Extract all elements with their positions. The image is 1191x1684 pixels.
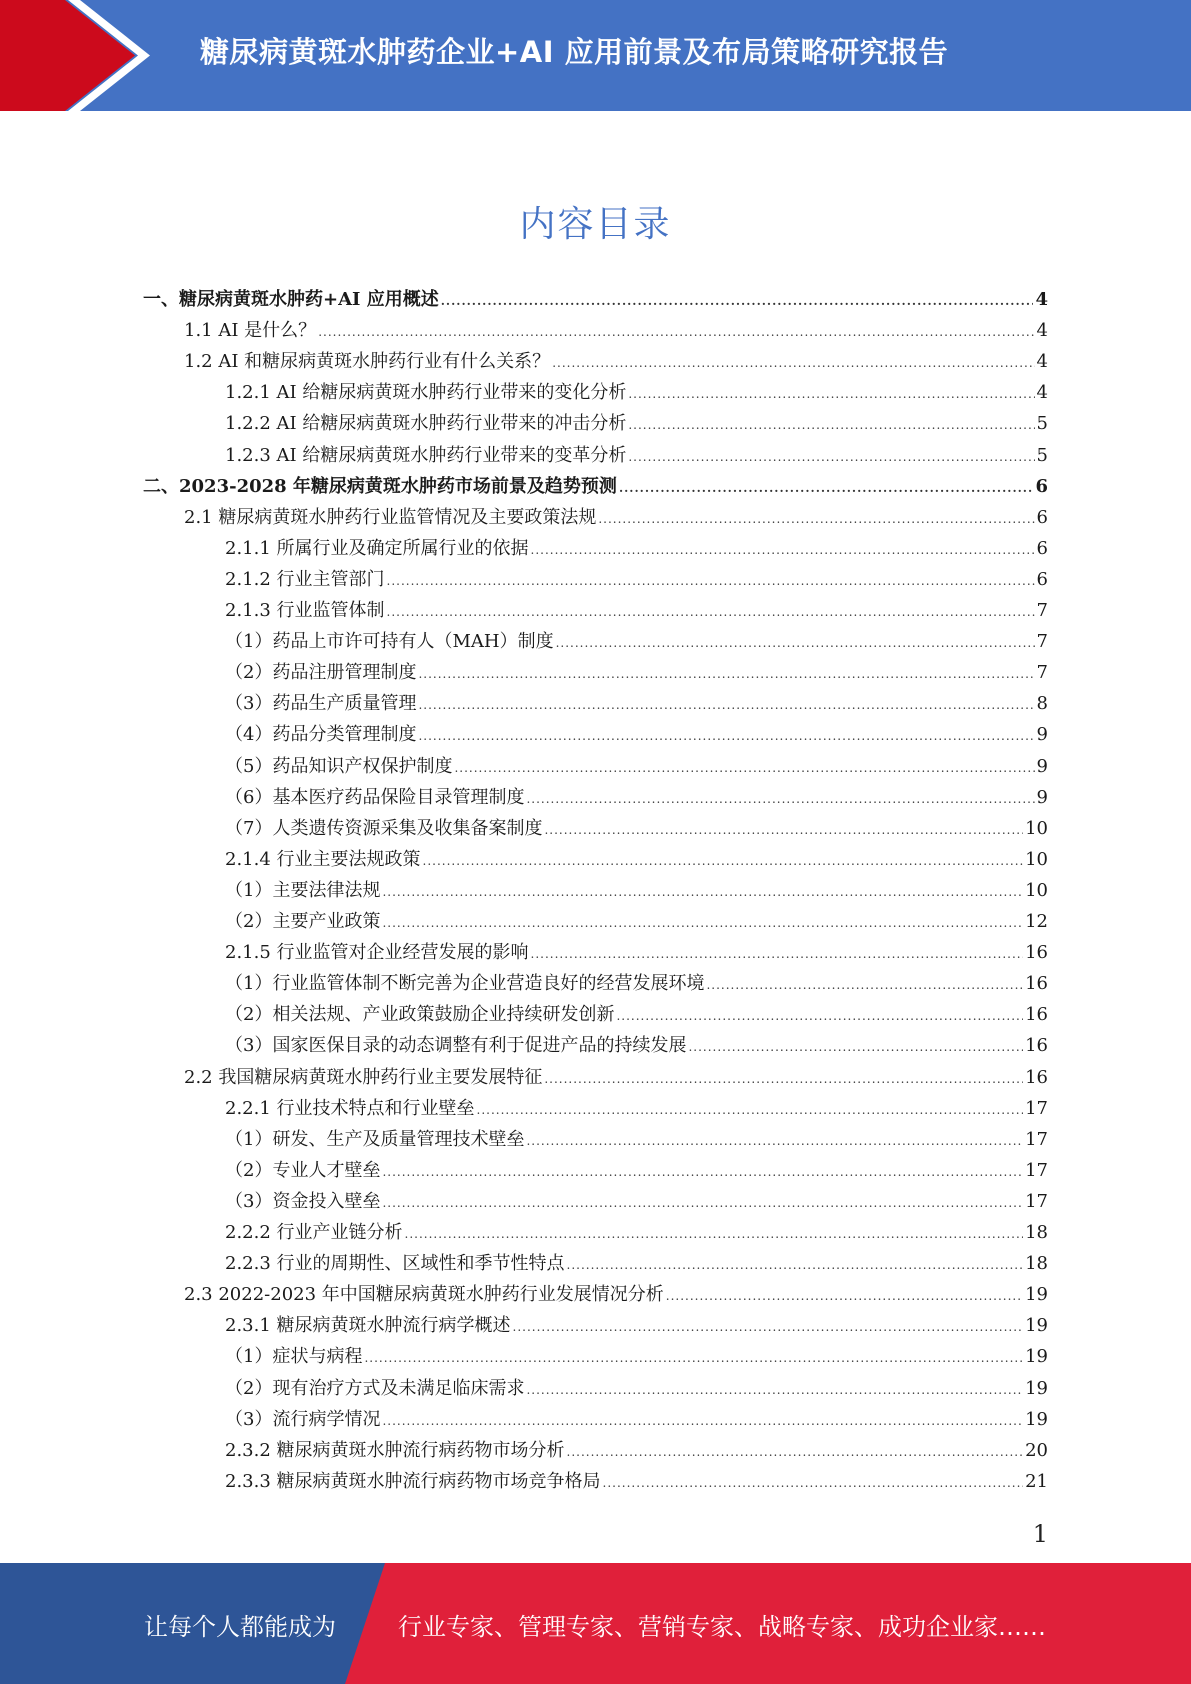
toc-entry[interactable]	[225, 844, 1048, 875]
toc-leader-dots	[387, 597, 1035, 628]
toc-leader-dots	[513, 1312, 1024, 1343]
toc-entry[interactable]	[225, 968, 1048, 999]
toc-entry-page: 16	[1025, 973, 1048, 995]
toc-entry[interactable]	[225, 408, 1048, 439]
toc-entry-page: 6	[1036, 506, 1048, 528]
toc-entry-page: 5	[1036, 413, 1048, 435]
toc-leader-dots	[405, 1219, 1024, 1250]
toc-entry-title: （2）药品注册管理制度	[225, 662, 417, 684]
toc-entry[interactable]	[225, 1217, 1048, 1248]
page-header	[0, 0, 1191, 111]
toc-leader-dots	[616, 1001, 1023, 1032]
toc-leader-dots	[544, 1064, 1023, 1095]
toc-entry-page: 9	[1036, 786, 1048, 808]
toc-entry-title: 一、糖尿病黄斑水肿药+AI 应用概述	[143, 289, 439, 310]
toc-leader-dots	[418, 721, 1034, 752]
toc-entry-page: 16	[1025, 942, 1048, 964]
toc-entry-title: （2）相关法规、产业政策鼓励企业持续研发创新	[225, 1004, 615, 1026]
toc-entry[interactable]	[225, 875, 1048, 906]
toc-entry[interactable]	[184, 1279, 1048, 1310]
toc-entry-title: 2.2.1 行业技术特点和行业壁垒	[225, 1097, 475, 1119]
toc-entry-page: 4	[1036, 351, 1048, 373]
toc-entry[interactable]	[225, 440, 1048, 471]
toc-entry-title: 1.2 AI 和糖尿病黄斑水肿药行业有什么关系？	[184, 351, 551, 373]
toc-leader-dots	[628, 442, 1034, 473]
toc-leader-dots	[418, 690, 1034, 721]
toc-entry[interactable]	[225, 1341, 1048, 1372]
toc-leader-dots	[526, 1126, 1023, 1157]
toc-entry[interactable]	[225, 1030, 1048, 1061]
toc-entry[interactable]	[184, 502, 1048, 533]
toc-leader-dots	[382, 1157, 1023, 1188]
toc-entry-title: 2.1.5 行业监管对企业经营发展的影响	[225, 942, 529, 964]
toc-entry-title: 2.3.3 糖尿病黄斑水肿流行病药物市场竞争格局	[225, 1470, 601, 1492]
toc-entry-page: 6	[1036, 568, 1048, 590]
toc-leader-dots	[531, 939, 1024, 970]
toc-entry-title: （1）行业监管体制不断完善为企业营造良好的经营发展环境	[225, 973, 705, 995]
toc-leader-dots	[567, 1250, 1024, 1281]
toc-entry[interactable]	[225, 999, 1048, 1030]
toc-entry-page: 4	[1036, 382, 1048, 404]
toc-entry[interactable]	[225, 813, 1048, 844]
toc-entry[interactable]	[225, 751, 1048, 782]
toc-leader-dots	[382, 877, 1023, 908]
toc-entry-page: 6	[1035, 475, 1048, 497]
toc-leader-dots	[382, 1406, 1023, 1437]
toc-leader-dots	[544, 815, 1023, 846]
toc-entry[interactable]	[225, 1186, 1048, 1217]
report-title: 糖尿病黄斑水肿药企业+AI 应用前景及布局策略研究报告	[200, 35, 949, 69]
toc-leader-dots	[598, 504, 1034, 535]
toc-leader-dots	[441, 286, 1034, 317]
toc-leader-dots	[526, 784, 1034, 815]
toc-entry-title: （3）流行病学情况	[225, 1408, 381, 1430]
toc-entry-page: 10	[1025, 848, 1048, 870]
toc-entry[interactable]	[225, 1093, 1048, 1124]
toc-entry[interactable]	[225, 782, 1048, 813]
toc-entry-page: 7	[1036, 631, 1048, 653]
toc-leader-dots	[454, 753, 1034, 784]
toc-entry-page: 9	[1036, 755, 1048, 777]
toc-leader-dots	[387, 566, 1035, 597]
toc-entry-title: （5）药品知识产权保护制度	[225, 755, 453, 777]
toc-entry[interactable]	[225, 1373, 1048, 1404]
toc-entry-title: （3）资金投入壁垒	[225, 1190, 381, 1212]
toc-entry-page: 19	[1025, 1377, 1048, 1399]
toc-entry-page: 16	[1025, 1004, 1048, 1026]
page-number: 1	[1032, 1520, 1048, 1548]
toc-entry-title: 1.1 AI 是什么？	[184, 320, 317, 342]
toc-entry-page: 18	[1025, 1222, 1048, 1243]
toc-entry-page: 19	[1025, 1284, 1048, 1306]
toc-entry-page: 4	[1035, 289, 1048, 310]
footer-roles: 行业专家、管理专家、营销专家、战略专家、成功企业家……	[398, 1613, 1046, 1641]
toc-entry[interactable]	[184, 1062, 1048, 1093]
toc-entry-title: （2）现有治疗方式及未满足临床需求	[225, 1377, 525, 1399]
toc-entry-title: 2.1.4 行业主要法规政策	[225, 848, 421, 870]
toc-entry-page: 7	[1036, 662, 1048, 684]
toc-entry-page: 19	[1025, 1408, 1048, 1430]
toc-entry-title: 1.2.2 AI 给糖尿病黄斑水肿药行业带来的冲击分析	[225, 413, 627, 435]
toc-leader-dots	[628, 410, 1034, 441]
footer-slogan: 让每个人都能成为	[144, 1613, 336, 1641]
toc-entry-title: 2.2 我国糖尿病黄斑水肿药行业主要发展特征	[184, 1066, 543, 1088]
toc-entry[interactable]	[184, 315, 1048, 346]
page-footer	[0, 1563, 1191, 1684]
toc-entry-title: （2）专业人才壁垒	[225, 1159, 381, 1181]
toc-leader-dots	[423, 846, 1024, 877]
toc-entry[interactable]	[143, 284, 1048, 315]
toc-leader-dots	[531, 535, 1035, 566]
toc-leader-dots	[382, 908, 1023, 939]
toc-leader-dots	[567, 1437, 1024, 1468]
toc-entry-title: 2.1.1 所属行业及确定所属行业的依据	[225, 537, 529, 559]
toc-entry-title: （4）药品分类管理制度	[225, 724, 417, 746]
toc-entry-page: 19	[1025, 1315, 1048, 1337]
toc-leader-dots	[418, 659, 1034, 690]
toc-entry[interactable]	[225, 1466, 1048, 1497]
toc-entry-title: 2.3 2022-2023 年中国糖尿病黄斑水肿药行业发展情况分析	[184, 1284, 664, 1306]
toc-entry-page: 10	[1025, 817, 1048, 839]
toc-entry[interactable]	[225, 1248, 1048, 1279]
toc-leader-dots	[603, 1468, 1024, 1499]
toc-entry-title: 1.2.1 AI 给糖尿病黄斑水肿药行业带来的变化分析	[225, 382, 627, 404]
toc-entry-page: 12	[1025, 911, 1048, 932]
toc-entry[interactable]	[225, 377, 1048, 408]
toc-entry-page: 9	[1036, 724, 1048, 746]
toc-entry-page: 7	[1036, 600, 1048, 621]
toc-entry[interactable]	[225, 719, 1048, 750]
toc-entry[interactable]	[225, 657, 1048, 688]
toc-entry-title: 2.1 糖尿病黄斑水肿药行业监管情况及主要政策法规	[184, 506, 597, 528]
toc-entry-page: 8	[1036, 693, 1048, 715]
toc-entry-title: 2.2.3 行业的周期性、区域性和季节性特点	[225, 1253, 565, 1275]
toc-entry-page: 18	[1025, 1253, 1048, 1275]
toc-entry[interactable]	[225, 564, 1048, 595]
toc-entry-page: 4	[1036, 320, 1048, 342]
toc-entry[interactable]	[225, 533, 1048, 564]
toc-entry-page: 17	[1025, 1097, 1048, 1119]
toc-entry[interactable]	[143, 471, 1048, 502]
toc-entry-title: （3）药品生产质量管理	[225, 693, 417, 715]
toc-leader-dots	[526, 1375, 1023, 1406]
toc-leader-dots	[552, 348, 1034, 379]
toc-entry-title: 2.3.2 糖尿病黄斑水肿流行病药物市场分析	[225, 1439, 565, 1461]
toc-leader-dots	[628, 379, 1034, 410]
toc-entry-page: 16	[1025, 1035, 1048, 1057]
toc-leader-dots	[382, 1188, 1023, 1219]
toc-leader-dots	[706, 970, 1023, 1001]
toc-leader-dots	[619, 473, 1034, 504]
toc-entry[interactable]	[225, 626, 1048, 657]
toc-entry-title: （1）药品上市许可持有人（MAH）制度	[225, 631, 554, 653]
toc-entry[interactable]	[225, 1155, 1048, 1186]
toc-entry-page: 17	[1025, 1159, 1048, 1181]
toc-entry[interactable]	[225, 595, 1048, 626]
toc-entry[interactable]	[225, 688, 1048, 719]
toc-entry-title: （6）基本医疗药品保险目录管理制度	[225, 786, 525, 808]
toc-leader-dots	[688, 1032, 1023, 1063]
toc-entry-title: （7）人类遗传资源采集及收集备案制度	[225, 817, 543, 839]
toc-entry-title: （2）主要产业政策	[225, 911, 381, 932]
toc-leader-dots	[666, 1281, 1023, 1312]
toc-entry[interactable]	[225, 1124, 1048, 1155]
toc-leader-dots	[556, 628, 1035, 659]
toc-entry-page: 19	[1025, 1346, 1048, 1368]
toc-entry-title: 2.2.2 行业产业链分析	[225, 1222, 403, 1243]
toc-entry-page: 10	[1025, 879, 1048, 901]
toc-leader-dots	[318, 317, 1034, 348]
toc-entry-title: （3）国家医保目录的动态调整有利于促进产品的持续发展	[225, 1035, 687, 1057]
toc-entry-page: 17	[1025, 1190, 1048, 1212]
toc-entry[interactable]	[225, 1435, 1048, 1466]
toc-entry-title: 2.3.1 糖尿病黄斑水肿流行病学概述	[225, 1315, 511, 1337]
toc-entry-page: 16	[1025, 1066, 1048, 1088]
toc-entry[interactable]	[184, 346, 1048, 377]
toc-heading: 内容目录	[519, 204, 672, 245]
header-red-chevron	[0, 0, 135, 111]
toc-entry-page: 17	[1025, 1128, 1048, 1150]
toc-entry-page: 6	[1036, 537, 1048, 559]
toc-entry[interactable]	[225, 937, 1048, 968]
toc-entry-page: 20	[1025, 1439, 1048, 1461]
toc-entry-title: 二、2023-2028 年糖尿病黄斑水肿药市场前景及趋势预测	[143, 475, 617, 497]
toc-entry-title: 2.1.2 行业主管部门	[225, 568, 385, 590]
toc-entry-title: （1）症状与病程	[225, 1346, 363, 1368]
toc-entry-title: 1.2.3 AI 给糖尿病黄斑水肿药行业带来的变革分析	[225, 444, 627, 466]
toc-entry[interactable]	[225, 1310, 1048, 1341]
toc-entry[interactable]	[225, 906, 1048, 937]
toc-leader-dots	[364, 1343, 1023, 1374]
toc-leader-dots	[477, 1095, 1024, 1126]
toc-entry-title: （1）主要法律法规	[225, 879, 381, 901]
toc-entry-title: 2.1.3 行业监管体制	[225, 600, 385, 621]
toc-entry-title: （1）研发、生产及质量管理技术壁垒	[225, 1128, 525, 1150]
toc-entry[interactable]	[225, 1404, 1048, 1435]
toc-entry-page: 5	[1036, 444, 1048, 466]
toc-entry-page: 21	[1025, 1470, 1048, 1492]
